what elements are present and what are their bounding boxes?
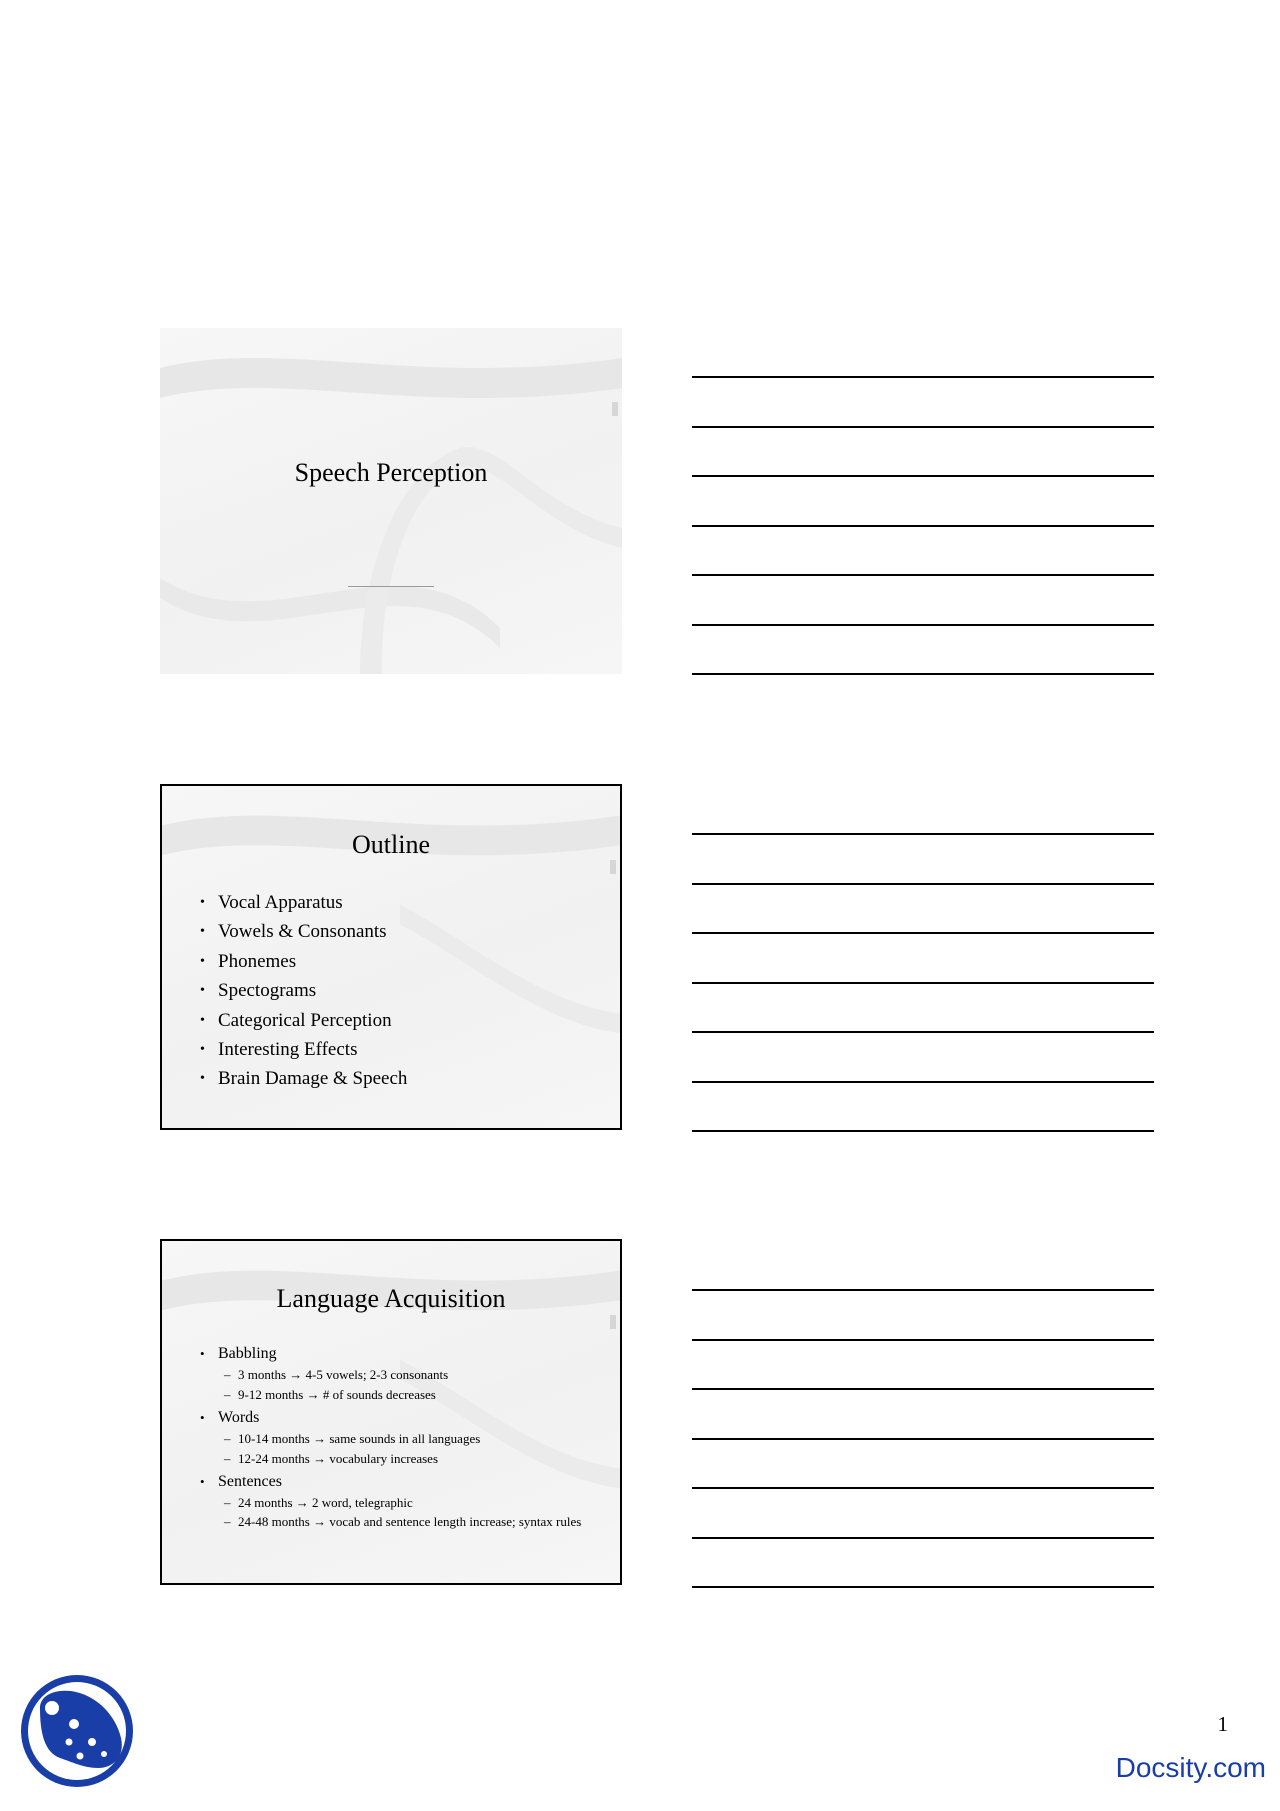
sub-list	[218, 1429, 600, 1469]
list-item: • Interesting Effects	[200, 1035, 407, 1064]
sub-list-item: – 3 months → 4-5 vowels; 2-3 consonants	[218, 1365, 600, 1385]
brand-link[interactable]: Docsity.com	[1115, 1752, 1266, 1783]
list-item: • Phonemes	[200, 947, 407, 976]
list-item: • Brain Damage & Speech	[200, 1064, 407, 1093]
list-item	[200, 1343, 600, 1405]
note-line	[692, 525, 1154, 527]
note-line	[692, 1487, 1154, 1489]
note-line	[692, 1586, 1154, 1588]
sub-list	[218, 1493, 600, 1531]
section-label: Babbling	[218, 1345, 277, 1362]
list-item: • Vocal Apparatus	[200, 888, 407, 917]
note-line	[692, 1130, 1154, 1132]
acquisition-list	[200, 1343, 600, 1533]
list-item	[200, 1407, 600, 1469]
note-line	[692, 883, 1154, 885]
title-rule	[348, 586, 434, 587]
list-item: • Vowels & Consonants	[200, 917, 407, 946]
note-line	[692, 982, 1154, 984]
note-line	[692, 574, 1154, 576]
note-line	[692, 1388, 1154, 1390]
list-item: • Spectograms	[200, 976, 407, 1005]
note-line	[692, 833, 1154, 835]
note-line	[692, 1289, 1154, 1291]
sub-list-item: – 24-48 months → vocab and sentence length increase; syntax rules	[218, 1513, 600, 1531]
section-label: Words	[218, 1409, 260, 1426]
slide-side-tab	[610, 860, 616, 874]
list-item: • Categorical Perception	[200, 1006, 407, 1035]
note-line	[692, 624, 1154, 626]
slide-background-swoosh	[160, 328, 622, 674]
section-label: Sentences	[218, 1473, 282, 1490]
sub-list-item: – 12-24 months → vocabulary increases	[218, 1449, 600, 1469]
slide-title: Speech Perception	[294, 458, 488, 487]
slide-side-tab	[610, 1315, 616, 1329]
sub-list-item: – 9-12 months → # of sounds decreases	[218, 1385, 600, 1405]
note-line	[692, 932, 1154, 934]
note-line	[692, 426, 1154, 428]
note-line	[692, 1081, 1154, 1083]
slide-1	[160, 328, 622, 674]
list-item	[200, 1471, 600, 1531]
slide-side-tab	[612, 402, 618, 416]
note-line	[692, 1537, 1154, 1539]
note-line	[692, 673, 1154, 675]
note-line	[692, 475, 1154, 477]
page-number: 1	[1217, 1712, 1228, 1736]
note-line	[692, 376, 1154, 378]
note-line	[692, 1339, 1154, 1341]
sub-list-item: – 10-14 months → same sounds in all languages	[218, 1429, 600, 1449]
slide-3	[160, 1239, 622, 1585]
sub-list	[218, 1365, 600, 1405]
outline-list	[200, 888, 407, 1094]
sub-list-item: – 24 months → 2 word, telegraphic	[218, 1493, 600, 1513]
docsity-logo-icon[interactable]	[18, 1672, 136, 1790]
slide-title: Outline	[352, 830, 430, 859]
note-line	[692, 1438, 1154, 1440]
note-line	[692, 1031, 1154, 1033]
slide-2	[160, 784, 622, 1130]
slide-title: Language Acquisition	[276, 1284, 506, 1313]
